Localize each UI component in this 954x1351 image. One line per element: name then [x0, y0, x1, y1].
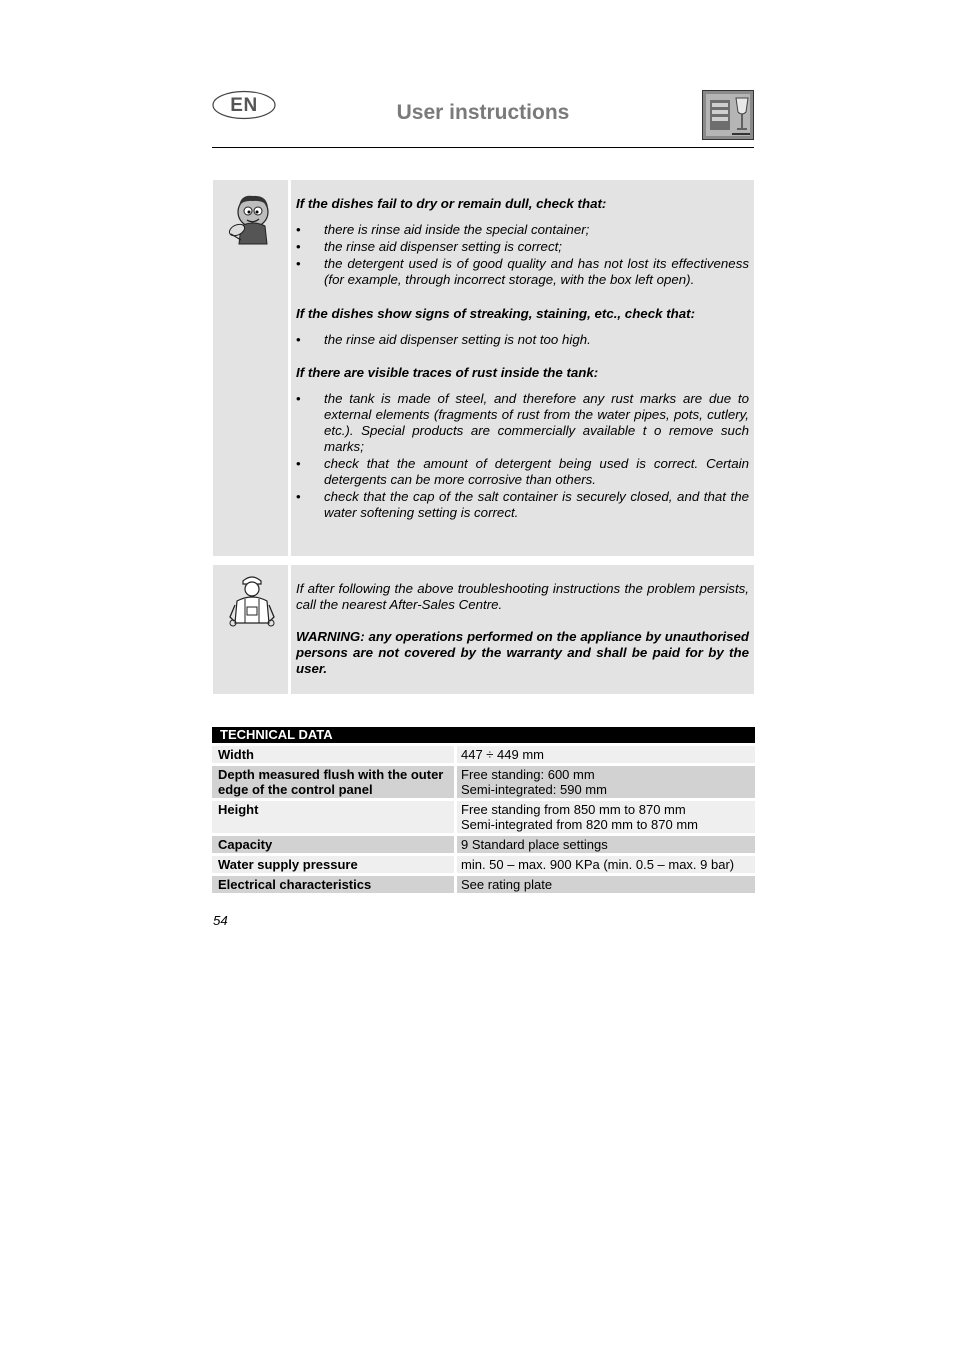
table-row	[212, 746, 755, 763]
list-item: • there is rinse aid inside the special container;	[296, 222, 590, 237]
technician-icon	[227, 571, 277, 629]
bullet-list	[296, 332, 749, 348]
list-item: • the rinse aid dispenser setting is not too high.	[296, 332, 591, 347]
after-sales-paragraph: If after following the above troubleshooting instructions the problem persists, call the nearest After-Sales Centre.	[296, 581, 749, 612]
row-value: 9 Standard place settings	[457, 836, 755, 853]
after-sales-panel	[213, 565, 754, 694]
list-item: • the detergent used is of good quality and has not lost its effectiveness (for example, through incorrect storage, with the box left open).	[296, 256, 749, 287]
row-value: Free standing from 850 mm to 870 mm Semi-integrated from 820 mm to 870 mm	[457, 801, 755, 833]
page-title: User instructions	[396, 101, 570, 124]
table-row	[212, 876, 755, 893]
row-value: min. 50 – max. 900 KPa (min. 0.5 – max. 9 bar)	[457, 856, 755, 873]
section-heading: If there are visible traces of rust inside the tank:	[296, 365, 599, 380]
technical-data-table	[212, 727, 755, 893]
table-title: TECHNICAL DATA	[212, 727, 755, 743]
header-rule	[212, 147, 754, 148]
row-value: Free standing: 600 mm Semi-integrated: 590 mm	[457, 766, 755, 798]
panel-icon-column	[213, 180, 288, 556]
section-heading: If the dishes fail to dry or remain dull, check that:	[296, 196, 607, 211]
row-value: See rating plate	[457, 876, 755, 893]
row-value: 447 ÷ 449 mm	[457, 746, 755, 763]
table-row	[212, 801, 755, 833]
row-label: Electrical characteristics	[212, 876, 454, 893]
bullet-list	[296, 391, 749, 521]
page-header	[212, 88, 754, 148]
section-heading: If the dishes show signs of streaking, staining, etc., check that:	[296, 306, 695, 321]
panel-icon-column	[213, 565, 288, 694]
list-item: • check that the cap of the salt container is securely closed, and that the water softening setting is correct.	[296, 489, 749, 520]
list-item: • the tank is made of steel, and therefore any rust marks are due to external elements (fragments of rust from the water pipes, pots, cutlery, etc.). Special products are commercially available t o remove such marks;	[296, 391, 749, 454]
table-row	[212, 836, 755, 853]
table-row	[212, 766, 755, 798]
row-label: Depth measured flush with the outer edge of the control panel	[212, 766, 454, 798]
row-label: Width	[212, 746, 454, 763]
list-item: • check that the amount of detergent being used is correct. Certain detergents can be more corrosive than others.	[296, 456, 749, 487]
row-label: Water supply pressure	[212, 856, 454, 873]
list-item: • the rinse aid dispenser setting is correct;	[296, 239, 562, 254]
confused-cartoon-icon	[223, 190, 279, 246]
panel-separator	[288, 565, 291, 694]
row-label: Height	[212, 801, 454, 833]
after-sales-text	[296, 565, 749, 677]
troubleshooting-panel	[213, 180, 754, 556]
table-row	[212, 856, 755, 873]
page-number: 54	[213, 913, 228, 928]
dishwasher-glasses-icon	[702, 90, 754, 140]
warranty-warning: WARNING: any operations performed on the appliance by unauthorised persons are not covered by the warranty and shall be paid for by the user.	[296, 629, 749, 676]
troubleshooting-text	[296, 180, 749, 522]
panel-separator	[288, 180, 291, 556]
bullet-list	[296, 222, 749, 288]
row-label: Capacity	[212, 836, 454, 853]
language-code: EN	[230, 95, 258, 116]
